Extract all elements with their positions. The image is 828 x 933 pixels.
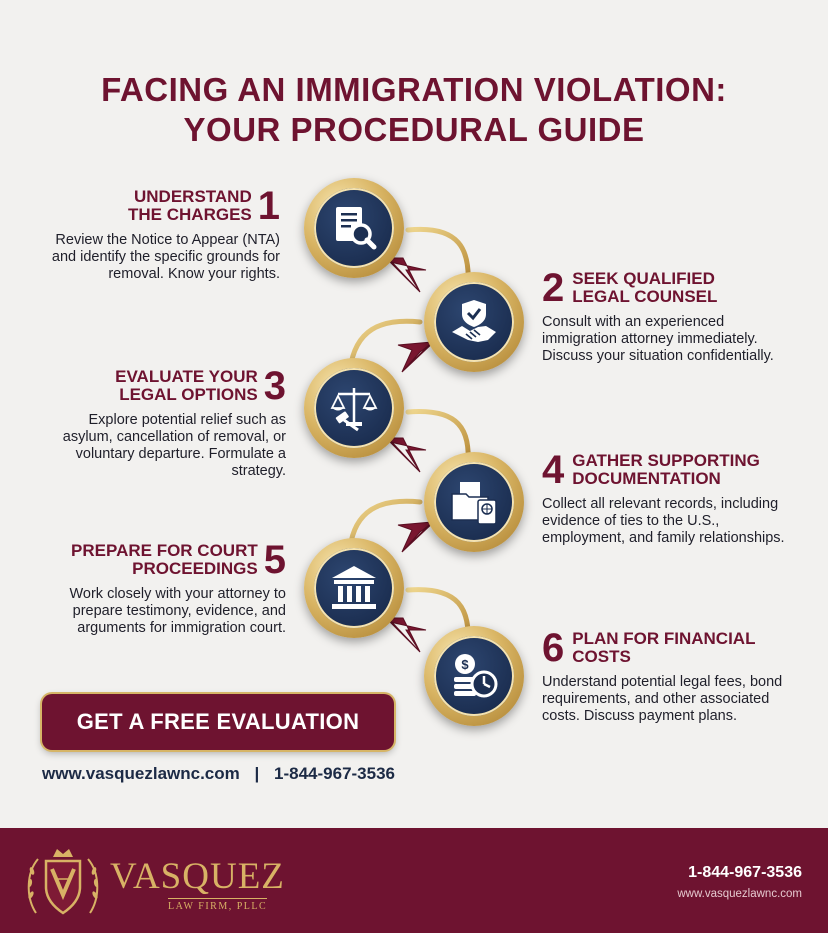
step-1-heading-line-1: UNDERSTAND [134, 187, 252, 206]
footer-brand-subtitle: LAW FIRM, PLLC [168, 898, 267, 912]
step-3 [40, 366, 286, 480]
free-evaluation-button[interactable]: GET A FREE EVALUATION [42, 694, 394, 750]
step-4-badge [424, 452, 524, 552]
step-3-number: 3 [263, 364, 286, 408]
step-5-number: 5 [263, 538, 286, 582]
step-2-badge [424, 272, 524, 372]
step-1-badge [304, 178, 404, 278]
step-2-description: Consult with an experienced immigration attorney immediately. Discuss your situation confidentially. [542, 314, 774, 364]
phone-link[interactable]: 1-844-967-3536 [274, 764, 395, 783]
arrow-3-4 [388, 438, 426, 472]
scales-gavel-icon [328, 382, 380, 434]
arrow-1-2 [388, 258, 426, 292]
step-1-heading-line-2: THE CHARGES [128, 205, 252, 224]
step-2-heading-line-2: LEGAL COUNSEL [572, 287, 718, 306]
step-1-number: 1 [257, 184, 280, 228]
step-6-heading-line-1: PLAN FOR FINANCIAL [572, 629, 756, 648]
step-4-heading-line-2: DOCUMENTATION [572, 469, 721, 488]
step-5-heading-line-1: PREPARE FOR COURT [71, 541, 258, 560]
courthouse-icon [328, 562, 380, 614]
step-6-badge [424, 626, 524, 726]
contact-separator: | [254, 764, 260, 783]
step-5-description: Work closely with your attorney to prepare testimony, evidence, and arguments for immigration court. [69, 586, 286, 636]
step-6-number: 6 [542, 626, 565, 670]
step-5 [40, 540, 286, 637]
step-6-heading-line-2: COSTS [572, 647, 631, 666]
step-3-badge [304, 358, 404, 458]
step-6 [542, 628, 792, 725]
step-2-heading-line-1: SEEK QUALIFIED [572, 269, 715, 288]
footer-brand-name: VASQUEZ [110, 856, 285, 897]
step-5-badge [304, 538, 404, 638]
folder-passport-icon [448, 476, 500, 528]
step-5-heading-line-2: PROCEEDINGS [132, 559, 258, 578]
step-1-description: Review the Notice to Appear (NTA) and identify the specific grounds for removal. Know your rights. [51, 232, 280, 282]
step-3-heading-line-2: LEGAL OPTIONS [119, 385, 258, 404]
step-4 [542, 450, 792, 547]
step-1 [40, 186, 280, 283]
title-line-2: YOUR PROCEDURAL GUIDE [183, 111, 645, 148]
svg-text:$: $ [461, 657, 469, 672]
footer [0, 828, 828, 933]
document-magnifier-icon [328, 202, 380, 254]
step-4-heading-line-1: GATHER SUPPORTING [572, 451, 760, 470]
handshake-shield-icon [448, 296, 500, 348]
step-3-heading-line-1: EVALUATE YOUR [115, 367, 258, 386]
step-4-description: Collect all relevant records, including evidence of ties to the U.S., employment, and family relationships. [542, 496, 785, 546]
step-2-number: 2 [542, 266, 565, 310]
step-6-description: Understand potential legal fees, bond requirements, and other associated costs. Discuss payment plans. [542, 674, 783, 724]
arrow-5-6 [388, 618, 426, 652]
footer-website[interactable]: www.vasquezlawnc.com [677, 888, 802, 900]
footer-phone[interactable]: 1-844-967-3536 [688, 864, 802, 881]
step-4-number: 4 [542, 448, 565, 492]
law-firm-crest-icon [22, 843, 104, 925]
step-3-description: Explore potential relief such as asylum, cancellation of removal, or voluntary departure. Formulate a strategy. [62, 412, 286, 479]
website-link[interactable]: www.vasquezlawnc.com [42, 764, 240, 783]
contact-line [42, 764, 395, 784]
coins-clock-icon [448, 650, 500, 702]
title-line-1: FACING AN IMMIGRATION VIOLATION: [101, 71, 727, 108]
step-2 [542, 268, 792, 365]
